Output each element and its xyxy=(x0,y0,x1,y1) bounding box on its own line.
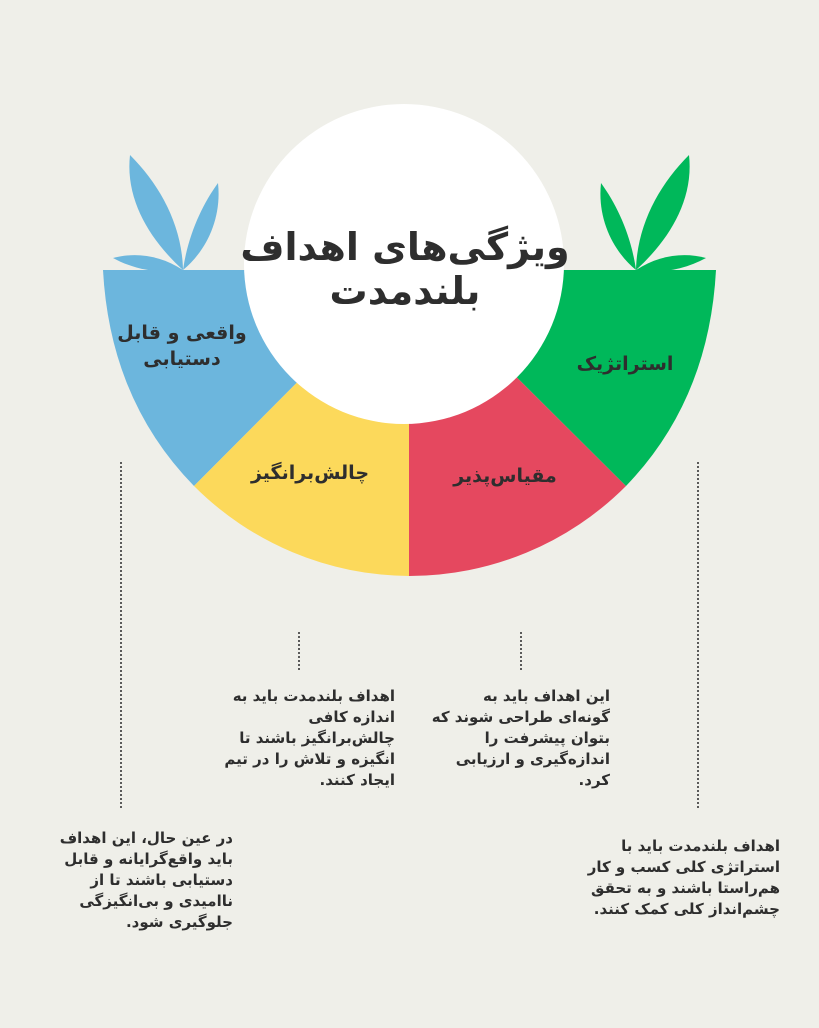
description-realistic: در عین حال، این اهداف باید واقع‌گرایانه و قابل دستیابی باشند تا از ناامیدی و بی‌انگیزگی جلوگیری شود. xyxy=(59,829,233,931)
segment-label-challenging: چالش‌برانگیز xyxy=(250,462,370,484)
description-challenging: اهداف بلندمدت باید به اندازه کافی چالش‌برانگیز باشند تا انگیزه و تلاش را در تیم ایجاد کنند. xyxy=(224,687,395,789)
connector-strategic xyxy=(697,462,699,808)
segment-label-realistic: واقعی و قابل دستیابی xyxy=(117,322,247,370)
connector-challenging xyxy=(298,632,300,670)
leaf-icon-right xyxy=(600,155,706,272)
page-title xyxy=(240,225,570,313)
segment-label-measurable: مقیاس‌پذیر xyxy=(453,465,557,487)
title-line-2: بلندمدت xyxy=(329,269,481,313)
segment-label-strategic: استراتژیک xyxy=(576,353,674,375)
connector-realistic xyxy=(120,462,122,808)
leaf-icon-left xyxy=(113,155,219,272)
title-line-1: ویژگی‌های اهداف xyxy=(240,225,570,269)
connector-measurable xyxy=(520,632,522,670)
description-strategic: اهداف بلندمدت باید با استراتژی کلی کسب و کار هم‌راستا باشند و به تحقق چشم‌انداز کلی کمک کنند. xyxy=(587,837,780,918)
description-measurable: این اهداف باید به گونه‌ای طراحی شوند که بتوان پیشرفت را اندازه‌گیری و ارزیابی کرد. xyxy=(431,687,610,789)
